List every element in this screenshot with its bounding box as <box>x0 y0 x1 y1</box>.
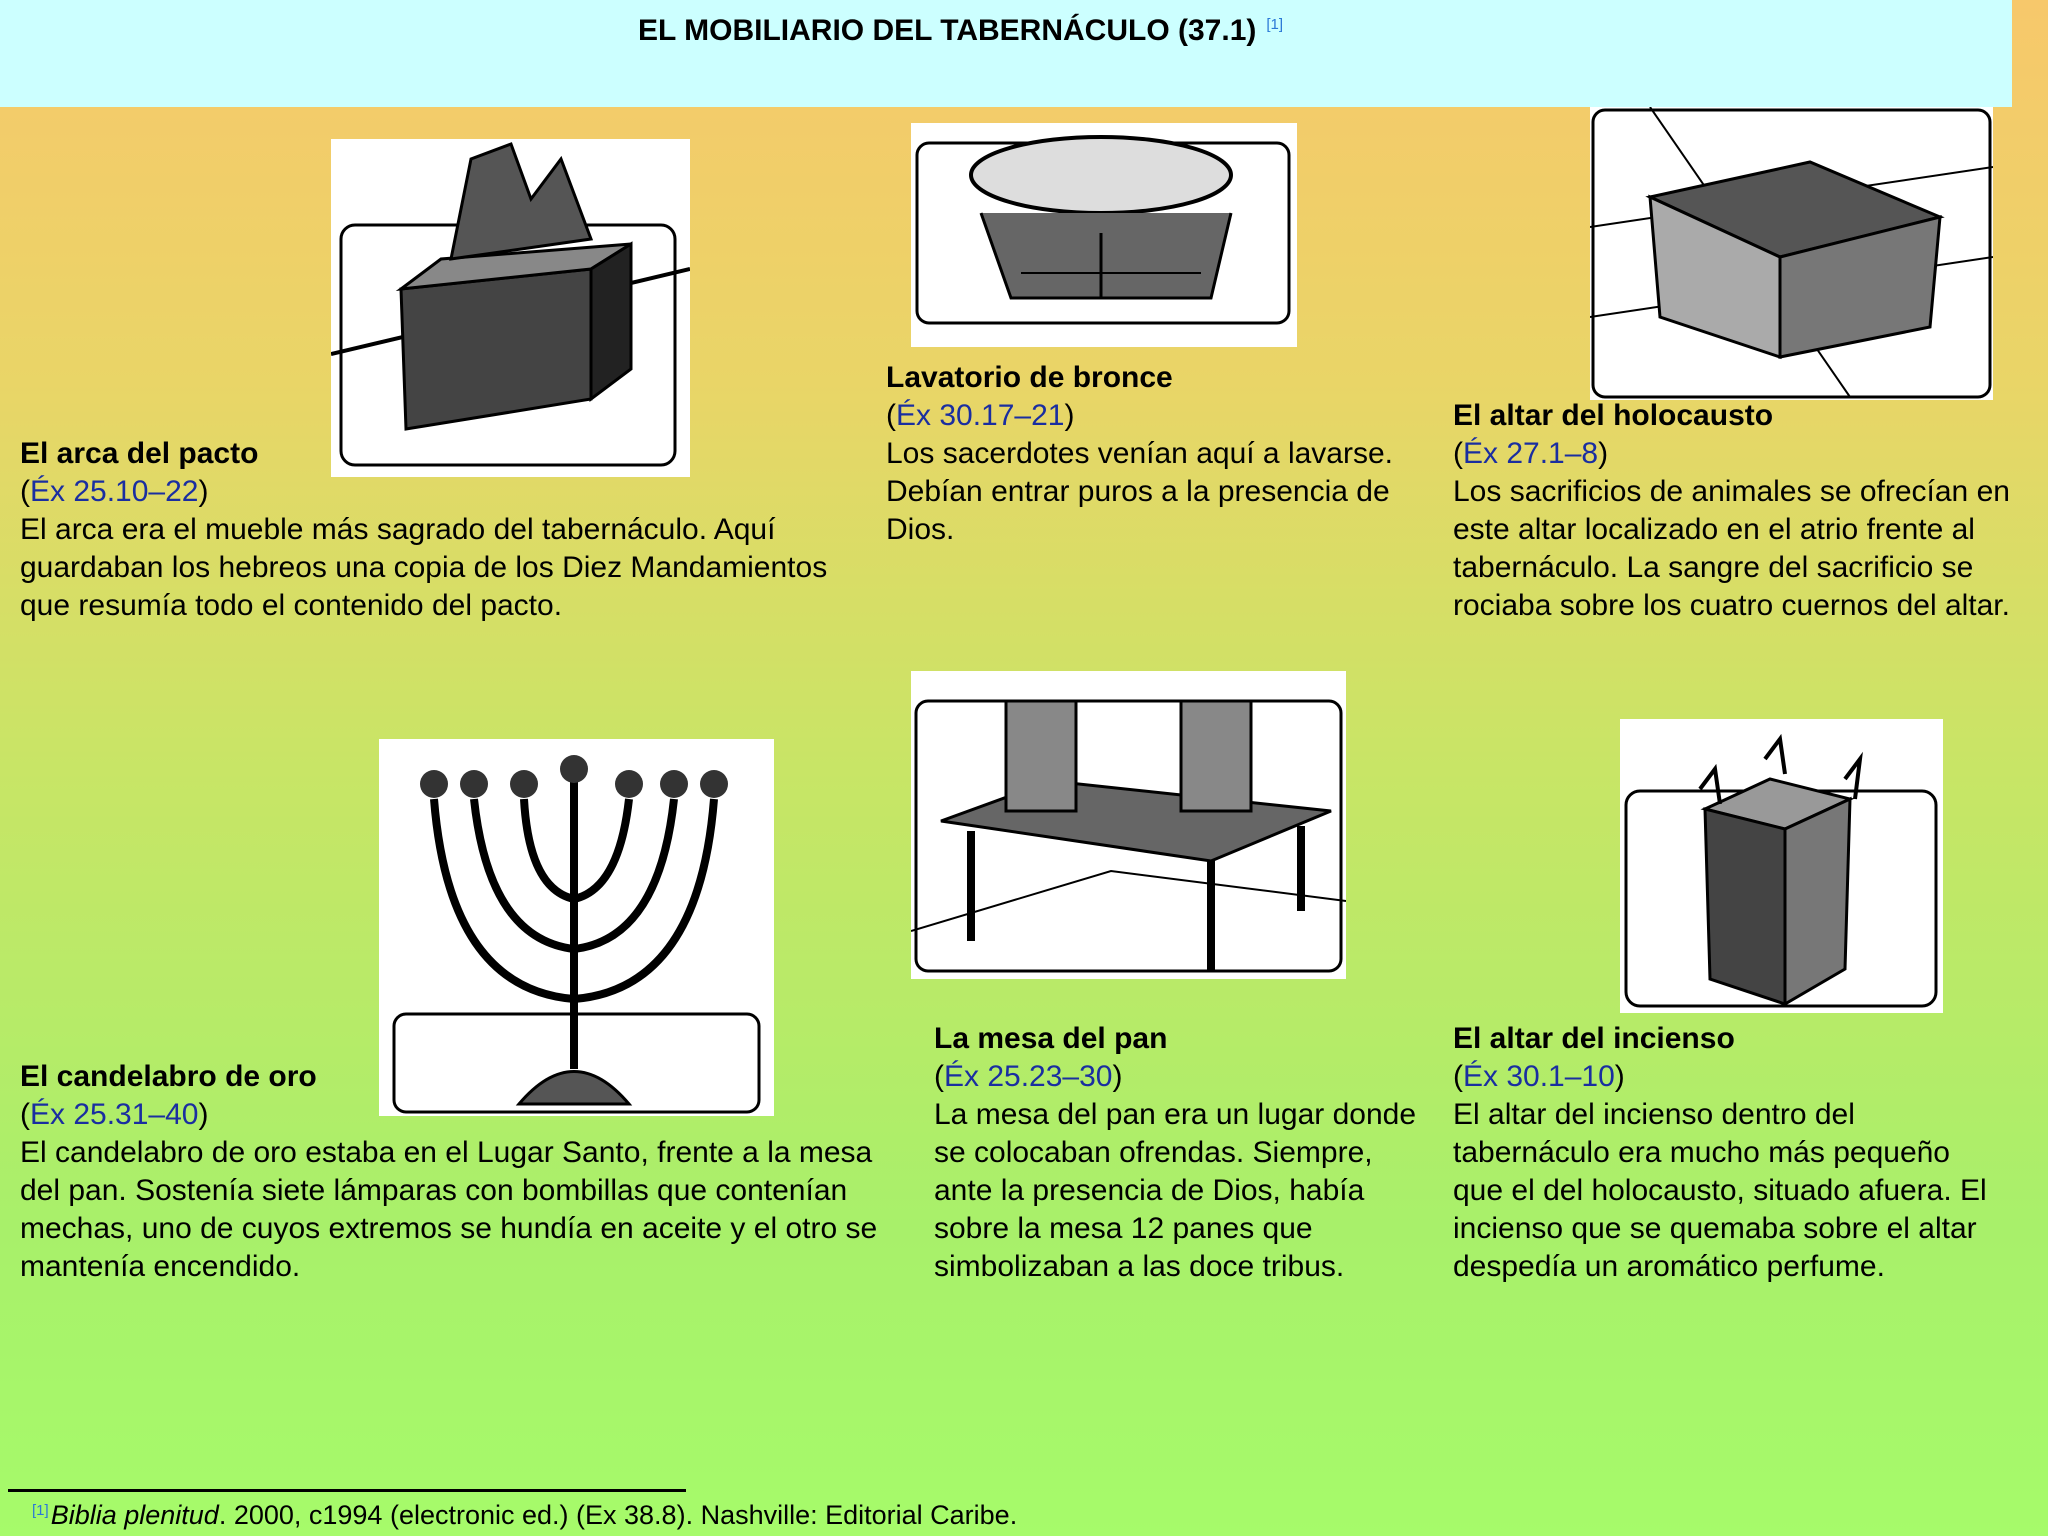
scripture-reference: (Éx 25.23–30) <box>934 1060 1123 1093</box>
item-heading: La mesa del pan <box>934 1022 1168 1055</box>
scripture-link[interactable]: Éx 25.31–40 <box>30 1098 199 1131</box>
scripture-reference: (Éx 25.10–22) <box>20 475 209 508</box>
title-footnote-link[interactable]: [1] <box>1266 16 1284 33</box>
item-description: El candelabro de oro estaba en el Lugar Santo, frente a la mesa del pan. Sostenía siete lámparas con bombillas que contenían mechas, uno de cuyos extremos se hundía en aceite y el otro se mantenía encendido. <box>20 1136 878 1283</box>
bronze-laver-illustration <box>911 123 1297 347</box>
scripture-reference: (Éx 27.1–8) <box>1453 437 1609 470</box>
table-of-bread-illustration <box>911 671 1346 979</box>
incense-altar-image <box>1620 719 1943 1013</box>
title-text: EL MOBILIARIO DEL TABERNÁCULO (37.1) <box>638 14 1257 47</box>
burnt-offering-altar-image <box>1590 107 1993 400</box>
burnt-offering-altar-illustration <box>1590 107 1993 400</box>
item-heading: El altar del holocausto <box>1453 399 1774 432</box>
item-description: Los sacerdotes venían aquí a lavarse. Debían entrar puros a la presencia de Dios. <box>886 437 1393 546</box>
scripture-link[interactable]: Éx 25.23–30 <box>944 1060 1113 1093</box>
header-banner <box>0 0 2012 107</box>
scripture-link[interactable]: Éx 25.10–22 <box>30 475 199 508</box>
footnote <box>32 1500 1017 1531</box>
scripture-link[interactable]: Éx 30.17–21 <box>896 399 1065 432</box>
item-burnt-altar <box>1453 397 2013 625</box>
item-description: El arca era el mueble más sagrado del tabernáculo. Aquí guardaban los hebreos una copia de los Diez Mandamientos que resumía todo el contenido del pacto. <box>20 513 828 622</box>
item-incense-altar <box>1453 1020 1993 1286</box>
footnote-source-details: . 2000, c1994 (electronic ed.) (Ex 38.8). Nashville: Editorial Caribe. <box>218 1500 1018 1530</box>
scripture-reference: (Éx 30.1–10) <box>1453 1060 1625 1093</box>
item-ark <box>20 435 850 625</box>
scripture-reference: (Éx 30.17–21) <box>886 399 1075 432</box>
footnote-divider <box>8 1489 686 1492</box>
scripture-link[interactable]: Éx 30.1–10 <box>1463 1060 1615 1093</box>
scripture-link[interactable]: Éx 27.1–8 <box>1463 437 1599 470</box>
item-description: La mesa del pan era un lugar donde se colocaban ofrendas. Siempre, ante la presencia de Dios, había sobre la mesa 12 panes que simbolizaban a las doce tribus. <box>934 1098 1417 1283</box>
ark-of-covenant-image <box>331 139 690 477</box>
item-lampstand <box>20 1058 905 1286</box>
item-laver <box>886 359 1406 549</box>
bronze-laver-image <box>911 123 1297 347</box>
footnote-marker[interactable]: [1] <box>32 1502 49 1519</box>
item-description: El altar del incienso dentro del tabernáculo era mucho más pequeño que el del holocausto, situado afuera. El incienso que se quemaba sobre el altar despedía un aromático perfume. <box>1453 1098 1987 1283</box>
item-heading: El altar del incienso <box>1453 1022 1735 1055</box>
scripture-reference: (Éx 25.31–40) <box>20 1098 209 1131</box>
footnote-source-title: Biblia plenitud <box>50 1500 219 1530</box>
item-heading: El arca del pacto <box>20 437 259 470</box>
ark-of-covenant-illustration <box>331 139 690 477</box>
incense-altar-illustration <box>1620 719 1943 1013</box>
item-heading: Lavatorio de bronce <box>886 361 1173 394</box>
table-of-bread-image <box>911 671 1346 979</box>
item-description: Los sacrificios de animales se ofrecían en este altar localizado en el atrio frente al tabernáculo. La sangre del sacrificio se rociaba sobre los cuatro cuernos del altar. <box>1453 475 2010 622</box>
page-title <box>638 14 1283 48</box>
item-heading: El candelabro de oro <box>20 1060 317 1093</box>
item-table <box>934 1020 1424 1286</box>
